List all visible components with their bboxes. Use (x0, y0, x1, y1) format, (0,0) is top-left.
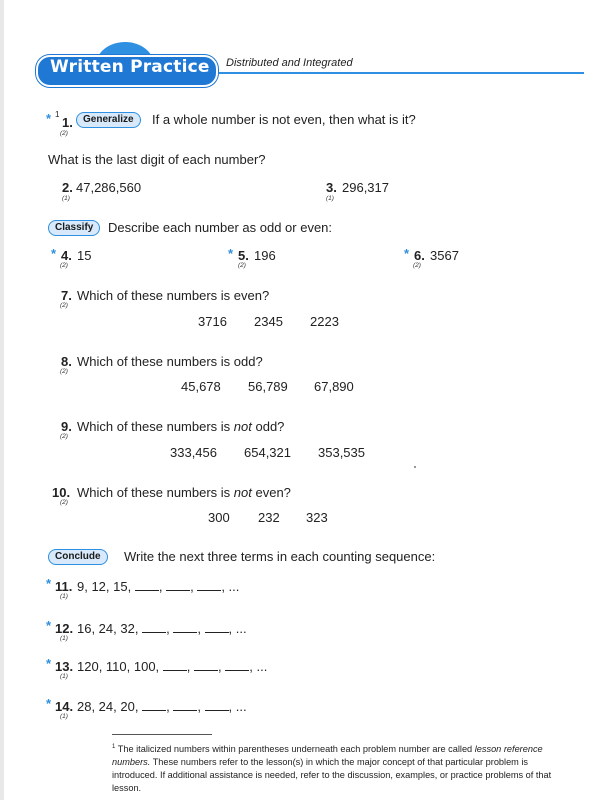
problem-11-number: 11. (55, 579, 73, 594)
answer-blank[interactable] (205, 623, 229, 633)
problem-11-sequence: 9, 12, 15, , , , ... (77, 579, 240, 594)
star-marker: * (46, 618, 52, 633)
answer-blank[interactable] (205, 701, 229, 711)
problem-1-reference: (2) (60, 130, 68, 137)
problem-14-reference: (1) (60, 713, 68, 720)
problem-1-number: 1. (62, 115, 73, 130)
section-subtitle: Distributed and Integrated (226, 57, 353, 69)
problem-6-text: 3567 (430, 248, 459, 263)
problem-1-text: If a whole number is not even, then what is it? (152, 112, 416, 127)
answer-blank[interactable] (135, 581, 159, 591)
classify-prompt: Describe each number as odd or even: (108, 220, 333, 235)
problem-4-number: 4. (61, 248, 72, 263)
problem-6-reference: (2) (413, 262, 421, 269)
problem-9-choice: 333,456 (170, 445, 217, 460)
problem-9-choice: 654,321 (244, 445, 291, 460)
problem-2-text: 47,286,560 (76, 180, 142, 195)
star-marker: * (46, 696, 52, 711)
problem-4-reference: (2) (60, 262, 68, 269)
problem-8-choice: 67,890 (314, 379, 354, 394)
star-marker: * (46, 656, 52, 671)
last-digit-prompt: What is the last digit of each number? (48, 152, 266, 167)
problem-4-text: 15 (77, 248, 92, 263)
footnote-rule (112, 734, 212, 735)
problem-13-sequence: 120, 110, 100, , , , ... (77, 659, 268, 674)
problem-14-sequence: 28, 24, 20, , , , ... (77, 699, 247, 714)
answer-blank[interactable] (163, 661, 187, 671)
problem-3-reference: (1) (326, 195, 334, 202)
header-rule (219, 72, 584, 74)
problem-6-number: 6. (414, 248, 425, 263)
problem-7-reference: (2) (60, 302, 68, 309)
problem-12-sequence: 16, 24, 32, , , , ... (77, 621, 247, 636)
problem-12-reference: (1) (60, 635, 68, 642)
problem-5-number: 5. (238, 248, 249, 263)
problem-5-reference: (2) (238, 262, 246, 269)
star-marker: * (46, 576, 52, 591)
section-header (34, 40, 594, 90)
answer-blank[interactable] (142, 623, 166, 633)
problem-8-text: Which of these numbers is odd? (77, 354, 263, 369)
star-marker: * (51, 246, 57, 261)
problem-8-choice: 56,789 (248, 379, 288, 394)
answer-blank[interactable] (197, 581, 221, 591)
problem-9-reference: (2) (60, 433, 68, 440)
problem-7-choice: 2345 (254, 314, 283, 329)
answer-blank[interactable] (225, 661, 249, 671)
problem-11-reference: (1) (60, 593, 68, 600)
scan-speck (414, 466, 416, 468)
problem-8-choice: 45,678 (181, 379, 221, 394)
section-badge (34, 40, 224, 90)
footnote-marker: 1 (112, 744, 116, 750)
problem-10-choice: 300 (208, 510, 230, 525)
star-marker: * (46, 111, 52, 126)
problem-13-reference: (1) (60, 673, 68, 680)
problem-9-text: Which of these numbers is not odd? (77, 419, 285, 434)
answer-blank[interactable] (173, 623, 197, 633)
problem-9-choice: 353,535 (318, 445, 365, 460)
generalize-label: Generalize (76, 112, 141, 128)
answer-blank[interactable] (173, 701, 197, 711)
footnote-marker: 1 (55, 110, 60, 119)
problem-9-number: 9. (61, 419, 72, 434)
star-marker: * (228, 246, 234, 261)
problem-2-number: 2. (62, 180, 73, 195)
problem-10-choice: 232 (258, 510, 280, 525)
problem-3-number: 3. (326, 180, 337, 195)
problem-2-reference: (1) (62, 195, 70, 202)
section-title: Written Practice (50, 57, 210, 77)
problem-8-reference: (2) (60, 368, 68, 375)
problem-10-text: Which of these numbers is not even? (77, 485, 291, 500)
problem-3-text: 296,317 (342, 180, 389, 195)
problem-12-number: 12. (55, 621, 74, 636)
problem-7-number: 7. (61, 288, 72, 303)
classify-label: Classify (48, 220, 100, 236)
answer-blank[interactable] (194, 661, 218, 671)
problem-7-text: Which of these numbers is even? (77, 288, 270, 303)
answer-blank[interactable] (166, 581, 190, 591)
footnote: $^1$ The italicized numbers within parentheses underneath each problem number are called lesson reference numbers. These numbers refer to the lesson(s) in which the major concept of that particular problem is introduced. If additional assistance is needed, refer to the discussion, examples, or practice problems of that lesson. (112, 744, 552, 794)
problem-14-number: 14. (55, 699, 74, 714)
problem-7-choice: 3716 (198, 314, 227, 329)
problem-7-choice: 2223 (310, 314, 339, 329)
problem-10-number: 10. (52, 485, 71, 500)
conclude-label: Conclude (48, 549, 108, 565)
problem-8-number: 8. (61, 354, 72, 369)
conclude-prompt: Write the next three terms in each counting sequence: (124, 549, 436, 564)
problem-5-text: 196 (254, 248, 276, 263)
problem-10-choice: 323 (306, 510, 328, 525)
star-marker: * (404, 246, 410, 261)
problem-13-number: 13. (55, 659, 74, 674)
problem-10-reference: (2) (60, 499, 68, 506)
answer-blank[interactable] (142, 701, 166, 711)
